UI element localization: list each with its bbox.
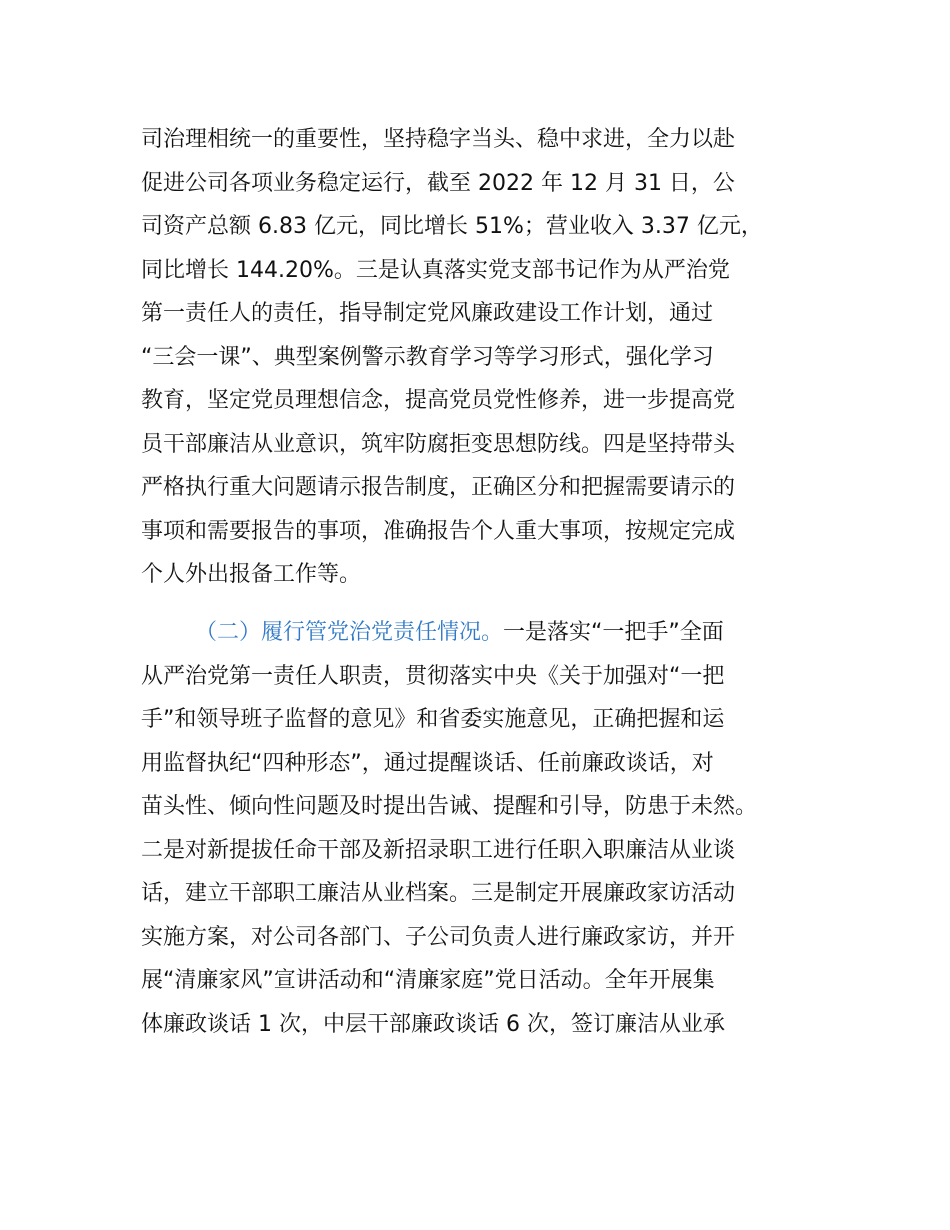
paragraph-2-first-line-text: 一是落实“一把手”全面 <box>503 620 724 645</box>
paragraph-2-line: 二是对新提拔任命干部及新招录职工进行任职入职廉洁从业谈 <box>141 837 736 863</box>
paragraph-2-line: 展“清廉家风”宣讲活动和“清廉家庭”党日活动。全年开展集 <box>141 968 715 993</box>
paragraph-1-line: 员干部廉洁从业意识，筑牢防腐拒变思想防线。四是坚持带头 <box>141 431 736 457</box>
paragraph-1-line: 司治理相统一的重要性，坚持稳字当头、稳中求进，全力以赴 <box>141 127 736 152</box>
paragraph-1-line: 教育，坚定党员理想信念，提高党员党性修养，进一步提高党 <box>141 388 736 413</box>
paragraph-1-line: “三会一课”、典型案例警示教育学习等学习形式，强化学习 <box>141 344 714 370</box>
paragraph-2-line: 实施方案，对公司各部门、子公司负责人进行廉政家访，并开 <box>141 924 736 950</box>
paragraph-1-line: 第一责任人的责任，指导制定党风廉政建设工作计划，通过 <box>141 301 714 326</box>
paragraph-2-line: 苗头性、倾向性问题及时提出告诫、提醒和引导，防患于未然。 <box>141 794 758 819</box>
paragraph-1-line: 司资产总额 6.83 亿元，同比增长 51%；营业收入 3.37 亿元， <box>141 214 763 239</box>
paragraph-2-line: 话，建立干部职工廉洁从业档案。三是制定开展廉政家访活动 <box>141 881 736 906</box>
paragraph-2-line: 用监督执纪“四种形态”，通过提醒谈话、任前廉政谈话，对 <box>141 750 714 776</box>
paragraph-2-line: 手”和领导班子监督的意见》和省委实施意见，正确把握和运 <box>141 707 725 732</box>
paragraph-2-line: 从严治党第一责任人职责，贯彻落实中央《关于加强对“一把 <box>141 663 725 689</box>
paragraph-1-line: 事项和需要报告的事项，准确报告个人重大事项，按规定完成 <box>141 518 736 544</box>
paragraph-1-line: 个人外出报备工作等。 <box>141 562 362 587</box>
paragraph-2-first-line <box>195 618 724 648</box>
section-heading: （二）履行管党治党责任情况。 <box>195 620 504 645</box>
paragraph-1-line: 严格执行重大问题请示报告制度，正确区分和把握需要请示的 <box>141 475 736 500</box>
paragraph-1-line: 同比增长 144.20%。三是认真落实党支部书记作为从严治党 <box>141 257 730 283</box>
paragraph-1-line: 促进公司各项业务稳定运行，截至 2022 年 12 月 31 日，公 <box>141 170 735 196</box>
paragraph-2-line: 体廉政谈话 1 次，中层干部廉政谈话 6 次，签订廉洁从业承 <box>141 1011 725 1037</box>
